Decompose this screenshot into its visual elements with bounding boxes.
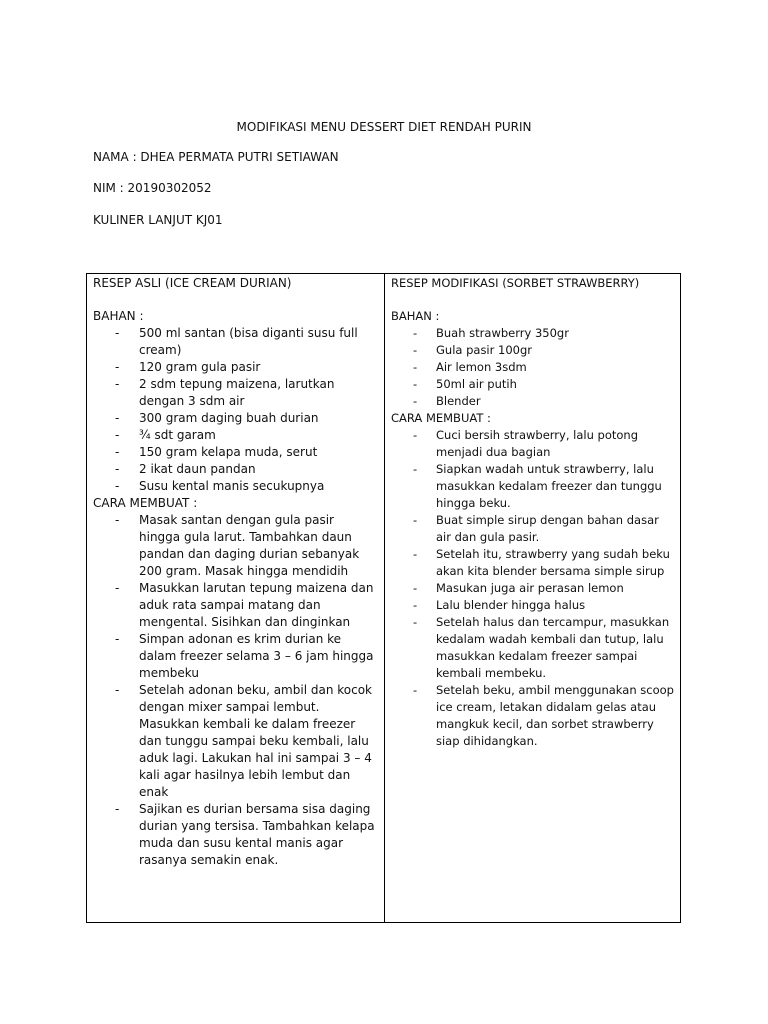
document-title: MODIFIKASI MENU DESSERT DIET RENDAH PURIN <box>236 120 532 134</box>
ingredient-item <box>391 393 677 410</box>
ingredient-item <box>93 376 377 410</box>
list-bullet: - <box>115 360 120 374</box>
step-item-text: Sajikan es durian bersama sisa daging durian yang tersisa. Tambahkan kelapa muda dan susu kental manis agar rasanya semakin enak. <box>139 802 375 867</box>
step-item <box>93 580 377 631</box>
modified-recipe-column <box>391 274 677 750</box>
ingredient-item <box>93 359 377 376</box>
step-item <box>391 427 677 461</box>
original-cara-label: CARA MEMBUAT : <box>93 496 198 510</box>
ingredient-item <box>391 325 677 342</box>
ingredient-item-text: Susu kental manis secukupnya <box>139 479 325 493</box>
list-bullet: - <box>413 683 418 697</box>
ingredient-item-text: Buah strawberry 350gr <box>436 326 569 340</box>
list-bullet: - <box>115 513 120 527</box>
step-item-text: Masukkan larutan tepung maizena dan aduk rata sampai matang dan mengental. Sisihkan dan dinginkan <box>139 581 374 629</box>
list-bullet: - <box>115 581 120 595</box>
class-name: KULINER LANJUT KJ01 <box>93 213 223 227</box>
step-item <box>93 631 377 682</box>
step-item-text: Lalu blender hingga halus <box>436 598 586 612</box>
list-bullet: - <box>115 802 120 816</box>
student-id: NIM : 20190302052 <box>93 181 212 195</box>
list-bullet: - <box>413 581 418 595</box>
step-item-text: Simpan adonan es krim durian ke dalam freezer selama 3 – 6 jam hingga membeku <box>139 632 374 680</box>
original-bahan-list <box>93 325 377 495</box>
modified-bahan-label: BAHAN : <box>391 309 440 323</box>
original-recipe-column <box>93 274 377 869</box>
original-bahan-label: BAHAN : <box>93 309 144 323</box>
step-item <box>93 801 377 869</box>
original-cara-list <box>93 512 377 869</box>
student-name: NAMA : DHEA PERMATA PUTRI SETIAWAN <box>93 150 339 164</box>
ingredient-item <box>93 325 377 359</box>
list-bullet: - <box>115 377 120 391</box>
list-bullet: - <box>115 462 120 476</box>
column-divider <box>384 274 385 922</box>
list-bullet: - <box>115 445 120 459</box>
list-bullet: - <box>413 615 418 629</box>
list-bullet: - <box>115 632 120 646</box>
step-item <box>391 546 677 580</box>
list-bullet: - <box>115 479 120 493</box>
ingredient-item <box>391 359 677 376</box>
list-bullet: - <box>413 428 418 442</box>
step-item <box>391 682 677 750</box>
list-bullet: - <box>413 377 418 391</box>
original-recipe-header: RESEP ASLI (ICE CREAM DURIAN) <box>93 276 292 290</box>
list-bullet: - <box>413 343 418 357</box>
step-item-text: Setelah adonan beku, ambil dan kocok dengan mixer sampai lembut. Masukkan kembali ke dalam freezer dan tunggu sampai beku kembali, lalu aduk lagi. Lakukan hal ini sampai 3 – 4 kali agar hasilnya lebih lembut dan enak <box>139 683 372 799</box>
list-bullet: - <box>413 462 418 476</box>
modified-recipe-header: RESEP MODIFIKASI (SORBET STRAWBERRY) <box>391 276 640 290</box>
list-bullet: - <box>413 598 418 612</box>
ingredient-item-text: 150 gram kelapa muda, serut <box>139 445 318 459</box>
ingredient-item <box>93 444 377 461</box>
list-bullet: - <box>413 513 418 527</box>
ingredient-item-text: Air lemon 3sdm <box>436 360 527 374</box>
step-item-text: Siapkan wadah untuk strawberry, lalu masukkan kedalam freezer dan tunggu hingga beku. <box>436 462 662 510</box>
ingredient-item <box>93 427 377 444</box>
step-item <box>391 614 677 682</box>
step-item-text: Masak santan dengan gula pasir hingga gula larut. Tambahkan daun pandan dan daging durian sebanyak 200 gram. Masak hingga mendidih <box>139 513 360 578</box>
list-bullet: - <box>115 411 120 425</box>
modified-cara-label: CARA MEMBUAT : <box>391 411 491 425</box>
ingredient-item <box>93 461 377 478</box>
list-bullet: - <box>413 360 418 374</box>
ingredient-item-text: Blender <box>436 394 481 408</box>
step-item <box>391 512 677 546</box>
list-bullet: - <box>413 547 418 561</box>
ingredient-item <box>391 342 677 359</box>
step-item <box>93 682 377 801</box>
ingredient-item-text: 50ml air putih <box>436 377 517 391</box>
step-item-text: Setelah itu, strawberry yang sudah beku akan kita blender bersama simple sirup <box>436 547 670 578</box>
step-item-text: Masukan juga air perasan lemon <box>436 581 624 595</box>
list-bullet: - <box>115 683 120 697</box>
modified-bahan-list <box>391 325 677 410</box>
ingredient-item-text: 300 gram daging buah durian <box>139 411 319 425</box>
step-item <box>391 597 677 614</box>
list-bullet: - <box>115 428 120 442</box>
step-item <box>93 512 377 580</box>
modified-cara-list <box>391 427 677 750</box>
ingredient-item-text: 500 ml santan (bisa diganti susu full cream) <box>139 326 358 357</box>
ingredient-item-text: Gula pasir 100gr <box>436 343 532 357</box>
list-bullet: - <box>115 326 120 340</box>
ingredient-item-text: 120 gram gula pasir <box>139 360 261 374</box>
step-item-text: Cuci bersih strawberry, lalu potong menjadi dua bagian <box>436 428 639 459</box>
step-item-text: Setelah halus dan tercampur, masukkan kedalam wadah kembali dan tutup, lalu masukkan kedalam freezer sampai kembali membeku. <box>436 615 670 680</box>
step-item <box>391 461 677 512</box>
step-item <box>391 580 677 597</box>
step-item-text: Setelah beku, ambil menggunakan scoop ice cream, letakan didalam gelas atau mangkuk kecil, dan sorbet strawberry siap dihidangkan. <box>436 683 674 748</box>
ingredient-item <box>93 410 377 427</box>
ingredient-item-text: 2 ikat daun pandan <box>139 462 256 476</box>
list-bullet: - <box>413 326 418 340</box>
step-item-text: Buat simple sirup dengan bahan dasar air dan gula pasir. <box>436 513 659 544</box>
recipe-table <box>86 273 681 923</box>
ingredient-item-text: ¾ sdt garam <box>139 428 216 442</box>
ingredient-item <box>93 478 377 495</box>
ingredient-item-text: 2 sdm tepung maizena, larutkan dengan 3 sdm air <box>139 377 335 408</box>
ingredient-item <box>391 376 677 393</box>
list-bullet: - <box>413 394 418 408</box>
